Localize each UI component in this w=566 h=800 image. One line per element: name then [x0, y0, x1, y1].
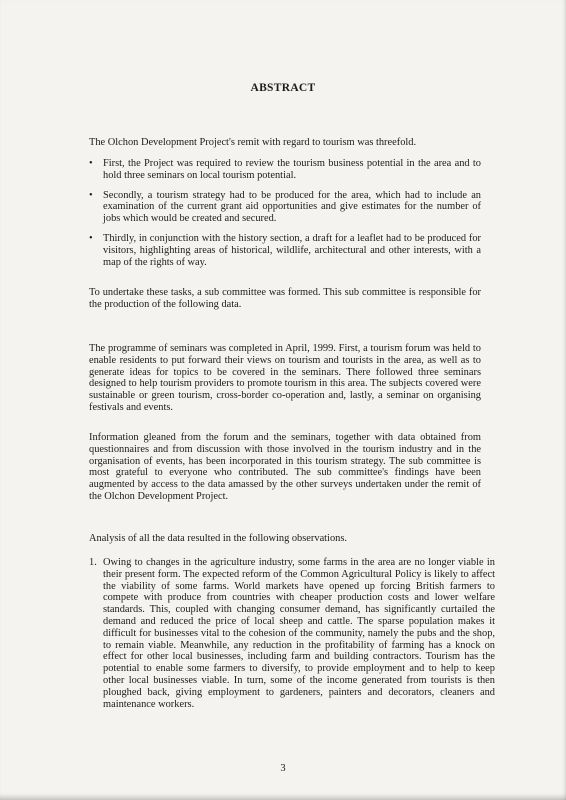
information-paragraph: Information gleaned from the forum and the seminars, together with data obtained from questionnaires and from discussion with those involved in the tourism industry and in the organisation of events, has been incorporated in this tourism strategy. The sub committee is most grateful to everyone who contributed. The sub committee's findings have been augmented by access to the data amassed by the other surveys undertaken under the remit of the Olchon Development Project. — [89, 432, 481, 502]
bullet-icon: • — [89, 189, 93, 201]
analysis-intro: Analysis of all the data resulted in the following observations. — [89, 533, 347, 544]
bullet-icon: • — [89, 158, 93, 169]
item-text: Owing to changes in the agriculture industry, some farms in the area are no longer viable in their present form. The expected reform of the Common Agricultural Policy is likely to affect the viability of some farms. World markets have opened up forcing British farmers to compete with produce from countries with cheaper production costs and lower welfare standards. This, coupled with changing consumer demand, has significantly curtailed the demand and reduced the price of local sheep and cattle. The sparse population makes it difficult for businesses vital to the cohesion of the community, namely the pubs and the shop, to remain viable. Meanwhile, any reduction in the profitability of farming has a knock on effect for other local businesses, including farm and building contractors. Tourism has the potential to enable some farmers to diversify, to provide employment and to help to keep other local businesses viable. In turn, some of the income generated from tourists is then ploughed back, giving employment to gardeners, painters and decorators, cleaners and maintenance workers. — [103, 557, 495, 710]
seminars-paragraph: The programme of seminars was completed in April, 1999. First, a tourism forum was held to enable residents to put forward their views on tourism and tourists in the area, as well as to generate ideas for topics to be covered in the seminars. There followed three seminars designed to help tourism providers to promote tourism in this area. The subjects covered were sustainable or green tourism, cross-border co-operation and, lastly, a seminar on organising festivals and events. — [89, 343, 481, 413]
numbered-item — [89, 557, 495, 710]
bullet-list — [89, 158, 481, 276]
bullet-icon: • — [89, 232, 93, 244]
page-number: 3 — [280, 763, 286, 774]
bullet-text: First, the Project was required to review the tourism business potential in the area and to hold three seminars on local tourism potential. — [103, 158, 481, 181]
tasks-paragraph: To undertake these tasks, a sub committee was formed. This sub committee is responsible for the production of the following data. — [89, 287, 481, 310]
bullet-text: Thirdly, in conjunction with the history section, a draft for a leaflet had to be produced for visitors, highlighting areas of historical, wildlife, architectural and other interests, with a map of the rights of way. — [103, 232, 481, 268]
bullet-item — [89, 158, 481, 182]
bullet-item — [89, 190, 481, 225]
intro-paragraph: The Olchon Development Project's remit with regard to tourism was threefold. — [89, 137, 417, 148]
page-title: ABSTRACT — [250, 82, 316, 94]
bullet-item — [89, 233, 481, 268]
item-number: 1. — [89, 557, 97, 568]
bullet-text: Secondly, a tourism strategy had to be produced for the area, which had to include an examination of the current grant aid opportunities and give estimates for the number of jobs which would be created and secured. — [103, 189, 481, 225]
